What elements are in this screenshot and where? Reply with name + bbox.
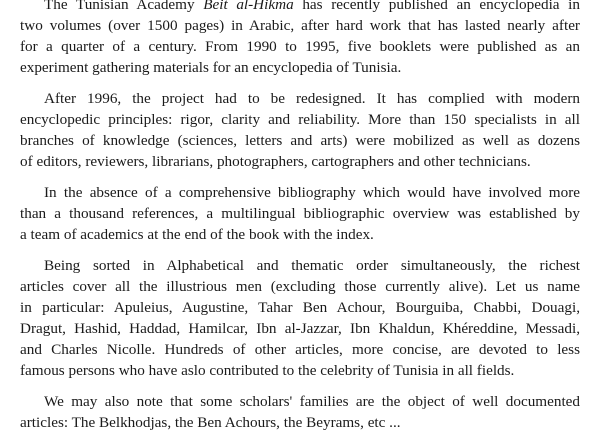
text-line bbox=[20, 276, 580, 297]
text-segment: two volumes (over 1500 pages) in Arabic, after hard work that has lasted nearly after bbox=[20, 17, 580, 34]
text-segment: The Tunisian Academy bbox=[44, 0, 204, 13]
text-line bbox=[20, 88, 580, 109]
text-segment: After 1996, the project had to be redesigned. It has complied with modern bbox=[44, 90, 580, 107]
text-line bbox=[20, 15, 580, 36]
text-segment: than a thousand references, a multilingual bibliographic overview was established by bbox=[20, 205, 580, 222]
text-segment: In the absence of a comprehensive bibliography which would have involved more bbox=[44, 184, 580, 201]
text-line bbox=[20, 318, 580, 339]
text-segment: in particular: Apuleius, Augustine, Tahar Ben Achour, Bourguiba, Chabbi, Douagi, bbox=[20, 299, 580, 316]
text-segment: Dragut, Hashid, Haddad, Hamilcar, Ibn al-Jazzar, Ibn Khaldun, Khéreddine, Messadi, bbox=[20, 320, 580, 337]
paragraph bbox=[20, 391, 580, 433]
text-segment: encyclopedic principles: rigor, clarity and reliability. More than 150 specialists in all bbox=[20, 111, 580, 128]
text-segment: We may also note that some scholars' families are the object of well documented bbox=[44, 393, 580, 410]
italic-title: Beit al-Hikma bbox=[203, 0, 294, 13]
text-line bbox=[20, 224, 580, 245]
text-line bbox=[20, 360, 580, 381]
text-line bbox=[20, 182, 580, 203]
text-line bbox=[20, 109, 580, 130]
text-line bbox=[20, 0, 580, 15]
text-segment: branches of knowledge (sciences, letters and arts) were mobilized as well as dozens bbox=[20, 132, 580, 149]
text-line bbox=[20, 57, 580, 78]
text-line bbox=[20, 255, 580, 276]
text-line bbox=[20, 297, 580, 318]
text-segment: for a quarter of a century. From 1990 to 1995, five booklets were published as an bbox=[20, 38, 580, 55]
paragraph bbox=[20, 0, 580, 78]
text-segment: famous persons who have aslo contributed to the celebrity of Tunisia in all fields. bbox=[20, 362, 515, 379]
text-segment: experiment gathering materials for an encyclopedia of Tunisia. bbox=[20, 59, 402, 76]
text-line bbox=[20, 36, 580, 57]
text-segment: a team of academics at the end of the book with the index. bbox=[20, 226, 374, 243]
text-segment: has recently published an encyclopedia in bbox=[293, 0, 580, 13]
text-segment: articles cover all the illustrious men (excluding those currently alive). Let us name bbox=[20, 278, 580, 295]
document-body bbox=[20, 0, 580, 443]
paragraph bbox=[20, 182, 580, 245]
text-segment: of editors, reviewers, librarians, photographers, cartographers and other technicians. bbox=[20, 153, 531, 170]
text-line bbox=[20, 339, 580, 360]
paragraph bbox=[20, 88, 580, 172]
text-line bbox=[20, 391, 580, 412]
text-line bbox=[20, 203, 580, 224]
text-segment: and Charles Nicolle. Hundreds of other articles, more concise, are devoted to less bbox=[20, 341, 580, 358]
paragraph bbox=[20, 255, 580, 381]
text-line bbox=[20, 151, 580, 172]
text-segment: articles: The Belkhodjas, the Ben Achours, the Beyrams, etc ... bbox=[20, 414, 401, 431]
text-segment: Being sorted in Alphabetical and thematic order simultaneously, the richest bbox=[44, 257, 580, 274]
text-line bbox=[20, 412, 580, 433]
text-line bbox=[20, 130, 580, 151]
